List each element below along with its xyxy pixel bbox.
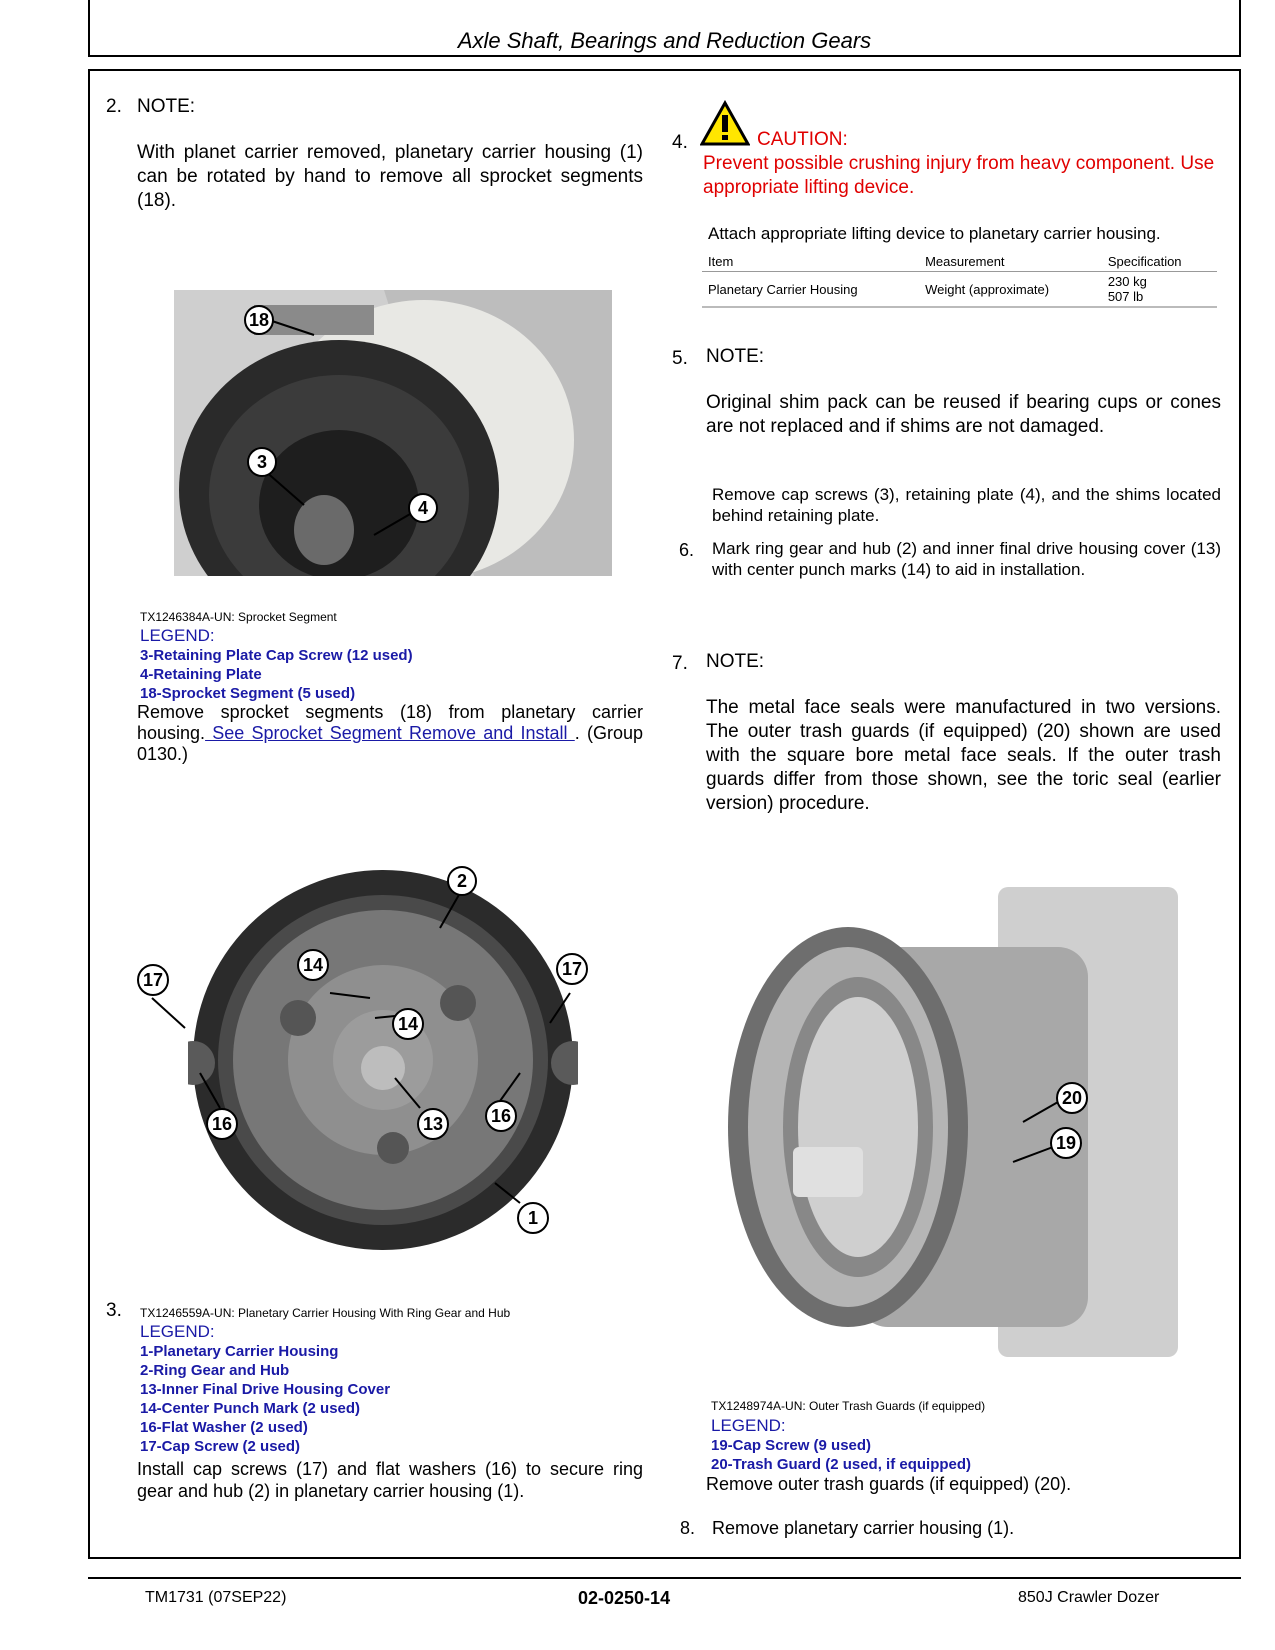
legend-item: 18-Sprocket Segment (5 used) — [140, 685, 356, 702]
footer-model: 850J Crawler Dozer — [1018, 1589, 1160, 1606]
callout-16 — [486, 1101, 516, 1131]
caution-text: Prevent possible crushing injury from heavy component. Use appropriate lifting device. — [703, 153, 1215, 198]
callout-label: 14 — [397, 1014, 419, 1034]
callout-label: 3 — [256, 452, 268, 472]
callout-14 — [298, 950, 328, 980]
callout-label: 20 — [1061, 1088, 1083, 1108]
callout-14 — [393, 1009, 423, 1039]
callout-20 — [1057, 1083, 1087, 1113]
header-specification: Specification — [1102, 252, 1217, 272]
footer-manual-id: TM1731 (07SEP22) — [145, 1589, 287, 1606]
trash-guard-figure-caption: TX1248974A-UN: Outer Trash Guards (if equipped) — [711, 1399, 986, 1413]
step-7-instruction: Remove outer trash guards (if equipped) (20). — [706, 1474, 1072, 1494]
callout-label: 19 — [1055, 1133, 1077, 1153]
callout-16 — [207, 1109, 237, 1139]
step-5-note-text: Original shim pack can be reused if bearing cups or cones are not replaced and if shims are not damaged. — [706, 392, 1221, 437]
carrier-legend-list — [140, 1342, 390, 1456]
header-measurement: Measurement — [919, 252, 1102, 272]
trash-guard-legend-title: LEGEND: — [711, 1416, 786, 1435]
sprocket-figure-callouts — [174, 290, 612, 576]
sprocket-remove-install-link[interactable]: See Sprocket Segment Remove and Install — [205, 723, 575, 743]
carrier-figure-callouts — [140, 868, 610, 1268]
carrier-figure-caption: TX1246559A-UN: Planetary Carrier Housing With Ring Gear and Hub — [140, 1306, 511, 1320]
legend-item: 19-Cap Screw (9 used) — [711, 1437, 872, 1454]
callout-17 — [138, 965, 168, 995]
cell-specification — [1102, 272, 1217, 308]
spec-imperial: 507 lb — [1107, 289, 1144, 304]
sprocket-legend-list — [140, 646, 413, 703]
callout-label: 1 — [527, 1208, 539, 1228]
table-row — [702, 272, 1217, 308]
legend-item: 17-Cap Screw (2 used) — [140, 1438, 301, 1455]
callout-17 — [557, 954, 587, 984]
sprocket-figure-caption: TX1246384A-UN: Sprocket Segment — [140, 610, 337, 624]
step-7-note-label: NOTE: — [706, 651, 765, 672]
cell-measurement: Weight (approximate) — [919, 272, 1102, 308]
legend-item: 1-Planetary Carrier Housing — [140, 1343, 339, 1360]
step-2-number: 2. — [106, 96, 122, 117]
trash-guard-legend-list — [711, 1436, 971, 1474]
callout-label: 18 — [248, 310, 270, 330]
legend-item: 2-Ring Gear and Hub — [140, 1362, 290, 1379]
callout-13 — [418, 1109, 448, 1139]
footer-divider — [88, 1577, 1241, 1579]
callout-1 — [518, 1203, 548, 1233]
callout-4 — [409, 494, 437, 522]
callout-label: 4 — [417, 498, 429, 518]
step-8-number: 8. — [680, 1518, 696, 1538]
callout-2 — [448, 867, 476, 895]
legend-item: 13-Inner Final Drive Housing Cover — [140, 1381, 391, 1398]
legend-item: 4-Retaining Plate — [140, 666, 262, 683]
legend-item: 20-Trash Guard (2 used, if equipped) — [711, 1456, 972, 1473]
step-7-number: 7. — [672, 653, 688, 674]
page-header — [88, 0, 1241, 57]
legend-item: 14-Center Punch Mark (2 used) — [140, 1400, 361, 1417]
spec-table-header — [702, 252, 1217, 272]
page-title: Axle Shaft, Bearings and Reduction Gears — [457, 28, 872, 53]
callout-label: 17 — [142, 970, 164, 990]
step-2-note-text: With planet carrier removed, planetary carrier housing (1) can be rotated by hand to remove all sprocket segments (18). — [137, 142, 643, 211]
callout-19 — [1051, 1128, 1081, 1158]
instruction-text: Remove sprocket segments (18) from planetary carrier housing. — [137, 702, 643, 743]
header-item: Item — [702, 252, 919, 272]
step-6-instruction: Mark ring gear and hub (2) and inner final drive housing cover (13) with center punch marks (14) to aid in installation. — [712, 539, 1221, 579]
step-8-instruction: Remove planetary carrier housing (1). — [712, 1518, 1015, 1538]
legend-item: 16-Flat Washer (2 used) — [140, 1419, 308, 1436]
spec-metric: 230 kg — [1107, 274, 1147, 289]
callout-label: 2 — [456, 871, 468, 891]
sprocket-legend-title: LEGEND: — [140, 626, 215, 645]
step-6-number: 6. — [679, 540, 695, 560]
step-5-instruction: Remove cap screws (3), retaining plate (4), and the shims located behind retaining plate. — [712, 485, 1221, 525]
step-3-number: 3. — [106, 1300, 122, 1321]
trash-guard-callouts — [708, 887, 1188, 1367]
cell-item: Planetary Carrier Housing — [702, 272, 919, 308]
warning-icon — [700, 100, 750, 146]
step-5-note-label: NOTE: — [706, 346, 765, 367]
callout-label: 14 — [302, 955, 324, 975]
step-3-instruction: Install cap screws (17) and flat washers (16) to secure ring gear and hub (2) in planetary carrier housing (1). — [137, 1459, 643, 1501]
callout-18 — [245, 306, 273, 334]
callout-label: 17 — [561, 959, 583, 979]
step-7-note-text: The metal face seals were manufactured in two versions. The outer trash guards (if equipped) (20) shown are used with the square bore metal face seals. If the outer trash guards differ from those shown, see the toric seal (earlier version) procedure. — [706, 697, 1221, 814]
carrier-legend-title: LEGEND: — [140, 1322, 215, 1341]
callout-3 — [248, 448, 276, 476]
instruction-text: . (Group 0130.) — [137, 723, 643, 764]
step-2-instruction — [137, 702, 643, 765]
legend-item: 3-Retaining Plate Cap Screw (12 used) — [140, 647, 413, 664]
step-2-note-label: NOTE: — [137, 96, 196, 117]
step-5-number: 5. — [672, 348, 688, 369]
callout-label: 13 — [422, 1114, 444, 1134]
callout-label: 16 — [211, 1114, 233, 1134]
spec-table — [702, 252, 1217, 308]
step-4-number: 4. — [672, 132, 688, 153]
step-4-instruction: Attach appropriate lifting device to planetary carrier housing. — [708, 224, 1161, 243]
footer-page-number: 02-0250-14 — [578, 1588, 671, 1608]
caution-label: CAUTION: — [757, 129, 848, 150]
callout-label: 16 — [490, 1106, 512, 1126]
